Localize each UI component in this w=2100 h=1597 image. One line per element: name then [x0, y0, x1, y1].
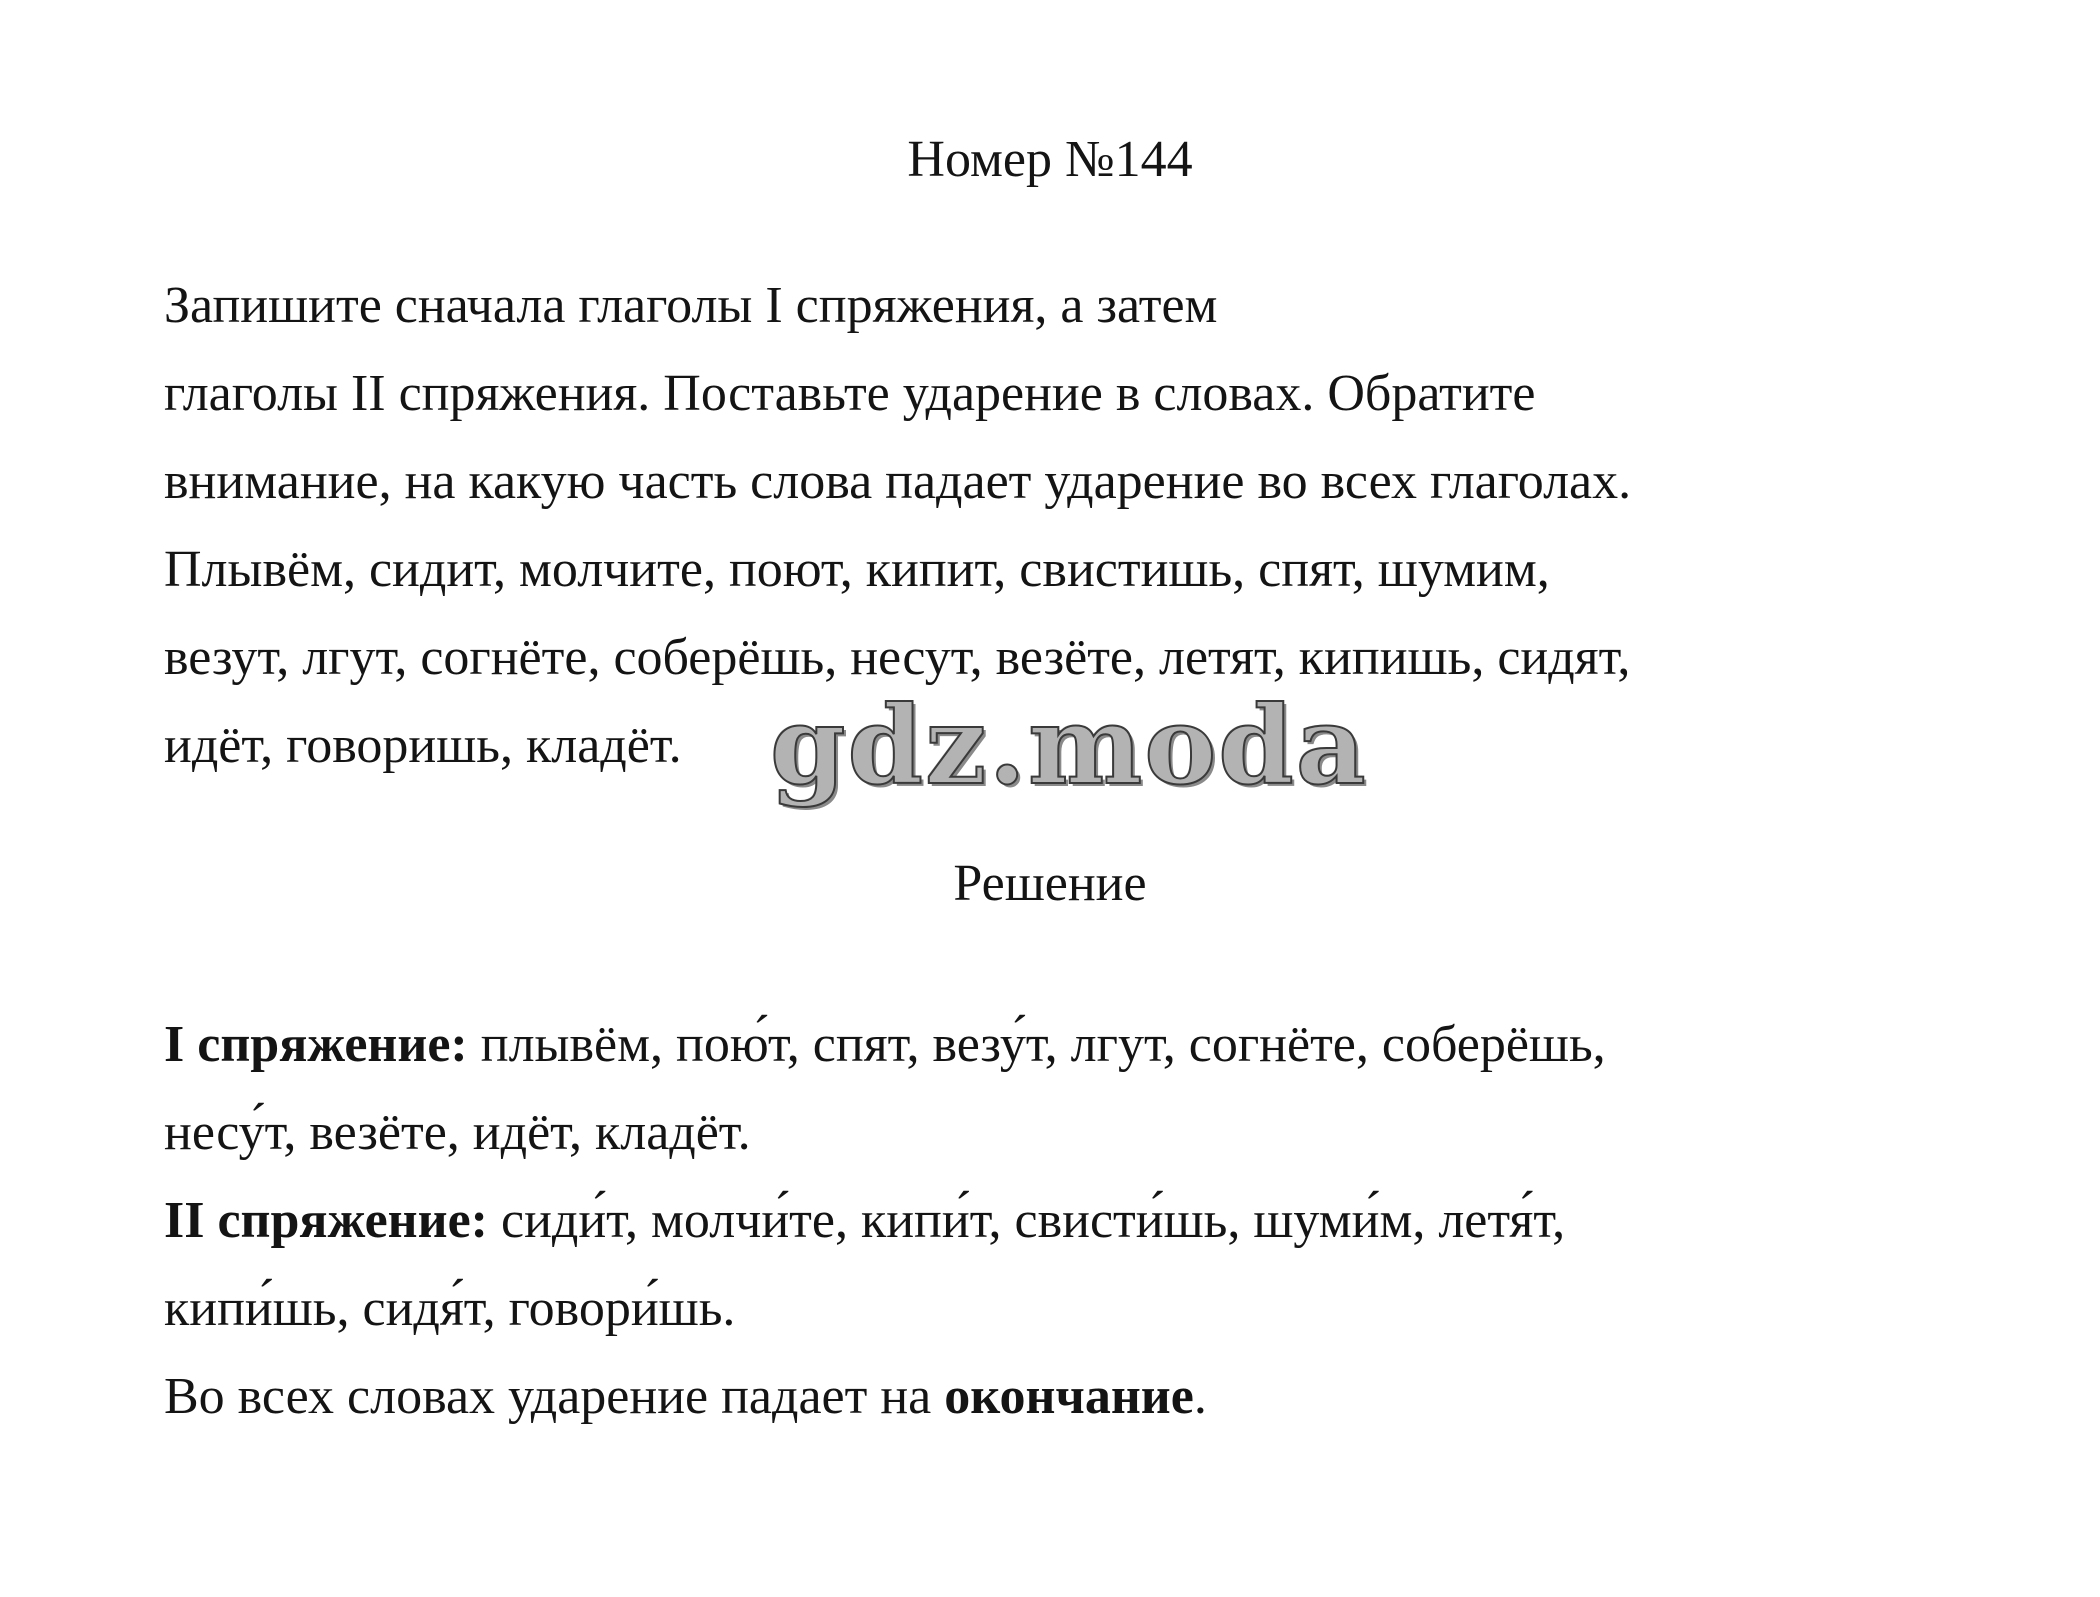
- conjugation-1-label: I спряжение:: [164, 1016, 468, 1073]
- solution-text: [164, 1002, 1964, 1442]
- conclusion-keyword: окончание: [944, 1368, 1194, 1425]
- conjugation-1-words-cont: несу́т, везёте, идёт, кладёт.: [164, 1104, 751, 1161]
- conjugation-1-words: плывём, пою́т, спят, везу́т, лгут, согнёте, соберёшь,: [467, 1016, 1606, 1073]
- watermark-logo: gdz.moda: [770, 683, 1368, 809]
- task-line: Запишите сначала глаголы I спряжения, а затем: [164, 277, 1218, 334]
- conclusion-suffix: .: [1193, 1368, 1207, 1425]
- conclusion-prefix: Во всех словах ударение падает на: [164, 1368, 945, 1425]
- page-title: Номер №144: [907, 131, 1193, 188]
- conjugation-2-label: II спряжение:: [164, 1192, 488, 1249]
- solution-line: [164, 1266, 1964, 1354]
- solution-line: [164, 1178, 1964, 1266]
- task-line: везут, лгут, согнёте, соберёшь, несут, везёте, летят, кипишь, сидят,: [164, 629, 1631, 686]
- conjugation-2-words: сиди́т, молчи́те, кипи́т, свисти́шь, шуми́м, летя́т,: [487, 1192, 1566, 1249]
- conjugation-2-words-cont: кипи́шь, сидя́т, говори́шь.: [164, 1280, 736, 1337]
- task-line: глаголы II спряжения. Поставьте ударение в словах. Обратите: [164, 365, 1536, 422]
- solution-line: [164, 1354, 1964, 1442]
- solution-heading: Решение: [953, 855, 1147, 912]
- solution-line: [164, 1090, 1964, 1178]
- task-line: идёт, говоришь, кладёт.: [164, 717, 682, 774]
- solution-line: [164, 1002, 1964, 1090]
- task-line: внимание, на какую часть слова падает ударение во всех глаголах.: [164, 453, 1632, 510]
- task-line: Плывём, сидит, молчите, поют, кипит, свистишь, спят, шумим,: [164, 541, 1550, 598]
